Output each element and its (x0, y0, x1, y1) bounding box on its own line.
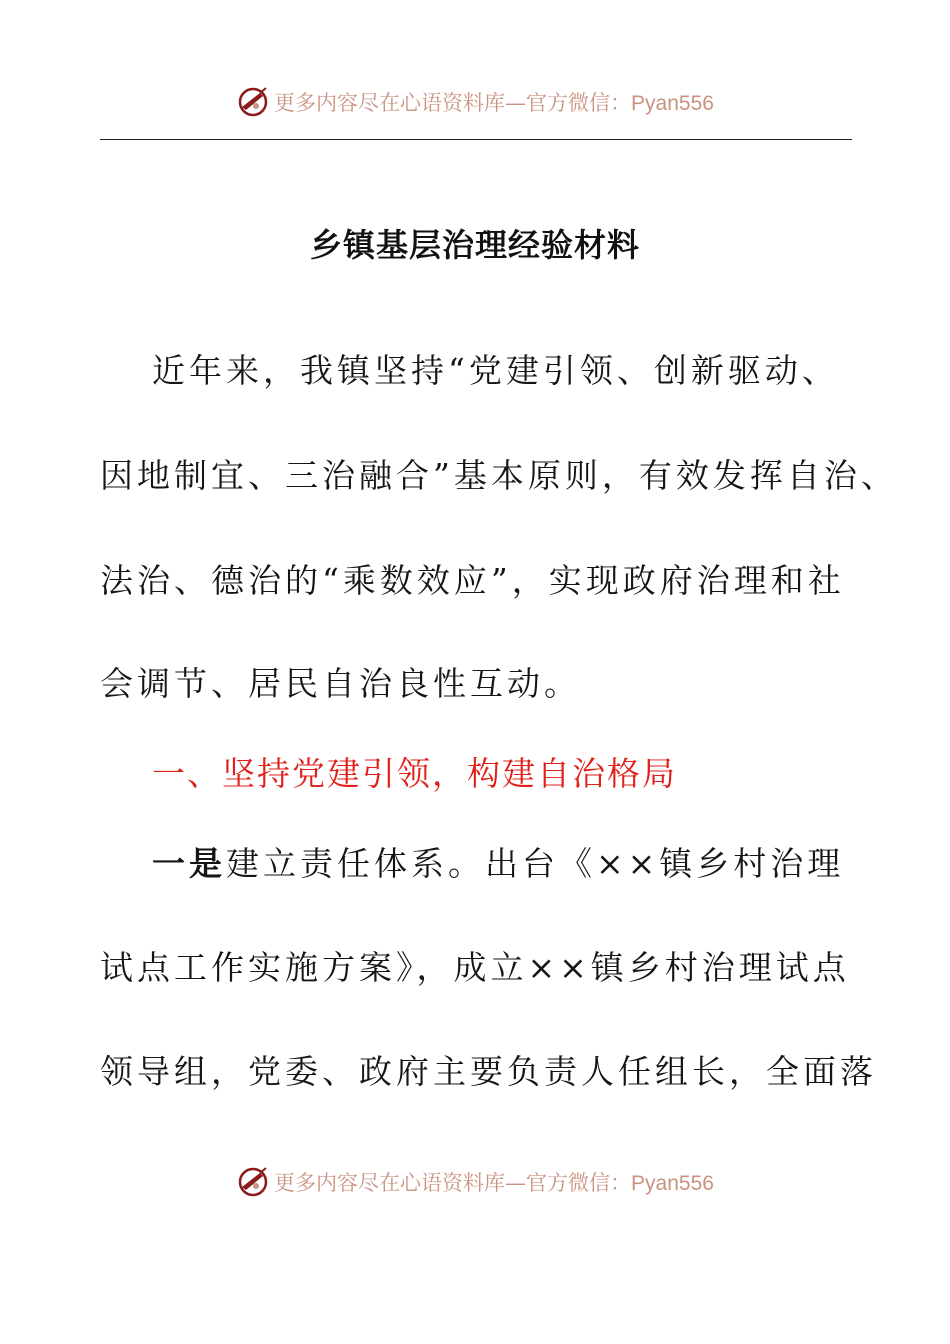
watermark-text: 更多内容尽在心语资料库—官方微信：Pyan556 (274, 91, 714, 115)
footer-watermark (0, 1162, 950, 1202)
paragraph-1-line-4: 会调节、居民自治良性互动。 (100, 664, 581, 703)
section-heading-1: 一、坚持党建引领，构建自治格局 (152, 754, 677, 793)
paragraph-2-lead: 一是 (152, 844, 226, 883)
header-divider (100, 139, 852, 140)
paragraph-1-line-3: 法治、德治的“乘数效应”，实现政府治理和社 (100, 561, 845, 600)
paragraph-2-line-2: 试点工作实施方案》，成立××镇乡村治理试点 (100, 948, 850, 987)
watermark-account: Pyan556 (631, 92, 714, 115)
header-watermark (0, 82, 950, 122)
document-title: 乡镇基层治理经验材料 (309, 226, 640, 264)
writing-logo-icon (236, 85, 270, 119)
paragraph-2-line-3: 领导组，党委、政府主要负责人任组长，全面落 (100, 1052, 877, 1091)
paragraph-2-line-1-text: 建立责任体系。出台《××镇乡村治理 (226, 844, 845, 883)
watermark-text: 更多内容尽在心语资料库—官方微信：Pyan556 (274, 1171, 714, 1195)
paragraph-1-line-1: 近年来，我镇坚持“党建引领、创新驱动、 (152, 351, 839, 390)
watermark-account: Pyan556 (631, 1172, 714, 1195)
writing-logo-icon (236, 1165, 270, 1199)
paragraph-1-line-2: 因地制宜、三治融合”基本原则，有效发挥自治、 (100, 456, 898, 495)
paragraph-2-line-1 (152, 838, 844, 885)
